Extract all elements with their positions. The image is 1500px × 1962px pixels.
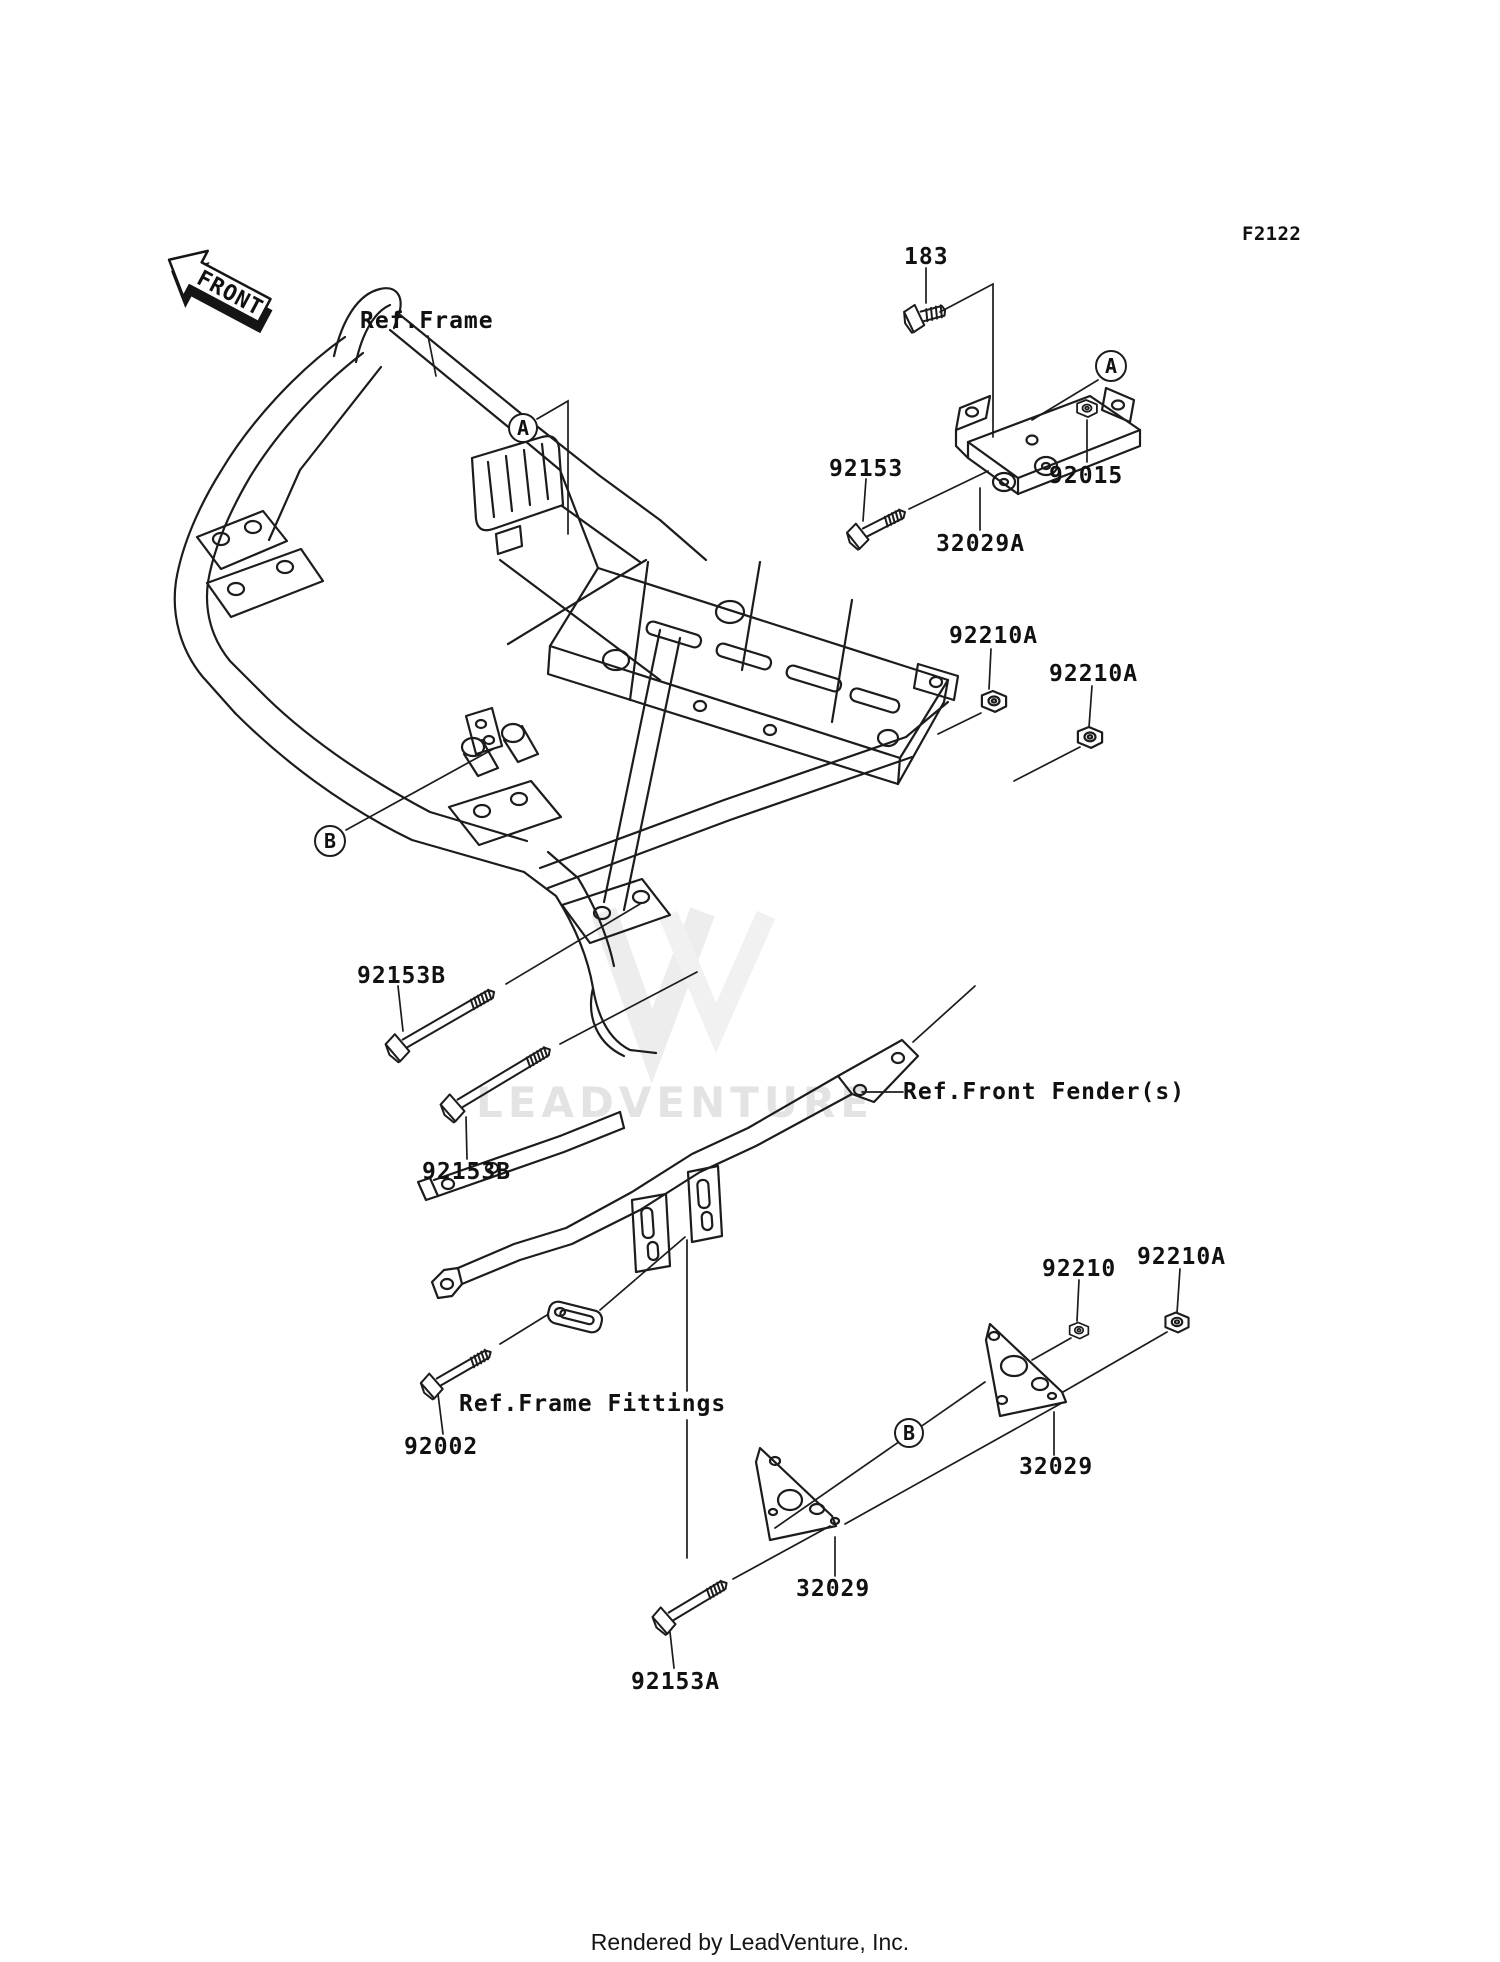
nut-92210A-drawing-1 bbox=[982, 691, 1006, 712]
ref-frame-fittings-label[interactable]: Ref.Frame Fittings bbox=[459, 1391, 727, 1417]
frame-drawing bbox=[175, 288, 958, 1056]
bolt-92153A-drawing bbox=[649, 1572, 734, 1637]
nut-92015-drawing bbox=[1077, 400, 1097, 417]
part-label-92210[interactable]: 92210 bbox=[1042, 1256, 1117, 1282]
ref-front-fender-label[interactable]: Ref.Front Fender(s) bbox=[903, 1079, 1186, 1105]
part-label-92153B-2[interactable]: 92153B bbox=[422, 1159, 512, 1185]
callout-a-2: A bbox=[508, 413, 538, 443]
ref-frame-label[interactable]: Ref.Frame bbox=[360, 308, 494, 334]
part-label-92153B-1[interactable]: 92153B bbox=[357, 963, 447, 989]
part-label-92210A-3[interactable]: 92210A bbox=[1137, 1244, 1227, 1270]
nut-92210-drawing bbox=[1070, 1323, 1089, 1339]
watermark-text: LEADVENTURE bbox=[476, 1078, 874, 1127]
part-label-32029-2[interactable]: 32029 bbox=[796, 1576, 871, 1602]
callout-b-2: B bbox=[894, 1418, 924, 1448]
part-label-92153[interactable]: 92153 bbox=[829, 456, 904, 482]
callout-a-1: A bbox=[1095, 350, 1127, 382]
part-label-183[interactable]: 183 bbox=[904, 244, 949, 270]
bolt-183-drawing bbox=[901, 298, 948, 334]
front-arrow bbox=[153, 237, 283, 345]
callout-b-1: B bbox=[314, 825, 346, 857]
nut-92210A-drawing-2 bbox=[1078, 727, 1102, 748]
part-label-32029A[interactable]: 32029A bbox=[936, 531, 1026, 557]
part-label-92210A-2[interactable]: 92210A bbox=[1049, 661, 1139, 687]
fender-brace-drawing bbox=[418, 1040, 918, 1334]
bolt-92153B-drawing-2 bbox=[437, 1038, 557, 1124]
part-label-92002[interactable]: 92002 bbox=[404, 1434, 479, 1460]
figure-code: F2122 bbox=[1242, 223, 1302, 245]
part-label-32029-1[interactable]: 32029 bbox=[1019, 1454, 1094, 1480]
part-label-92210A-1[interactable]: 92210A bbox=[949, 623, 1039, 649]
bolt-92153B-drawing-1 bbox=[382, 981, 501, 1065]
part-label-92153A[interactable]: 92153A bbox=[631, 1669, 721, 1695]
bolt-92153-drawing bbox=[843, 501, 910, 551]
nut-92210A-drawing-3 bbox=[1165, 1313, 1188, 1333]
part-label-92015[interactable]: 92015 bbox=[1049, 463, 1124, 489]
front-arrow-label: FRONT bbox=[192, 266, 268, 322]
footer-credit: Rendered by LeadVenture, Inc. bbox=[590, 1929, 910, 1955]
